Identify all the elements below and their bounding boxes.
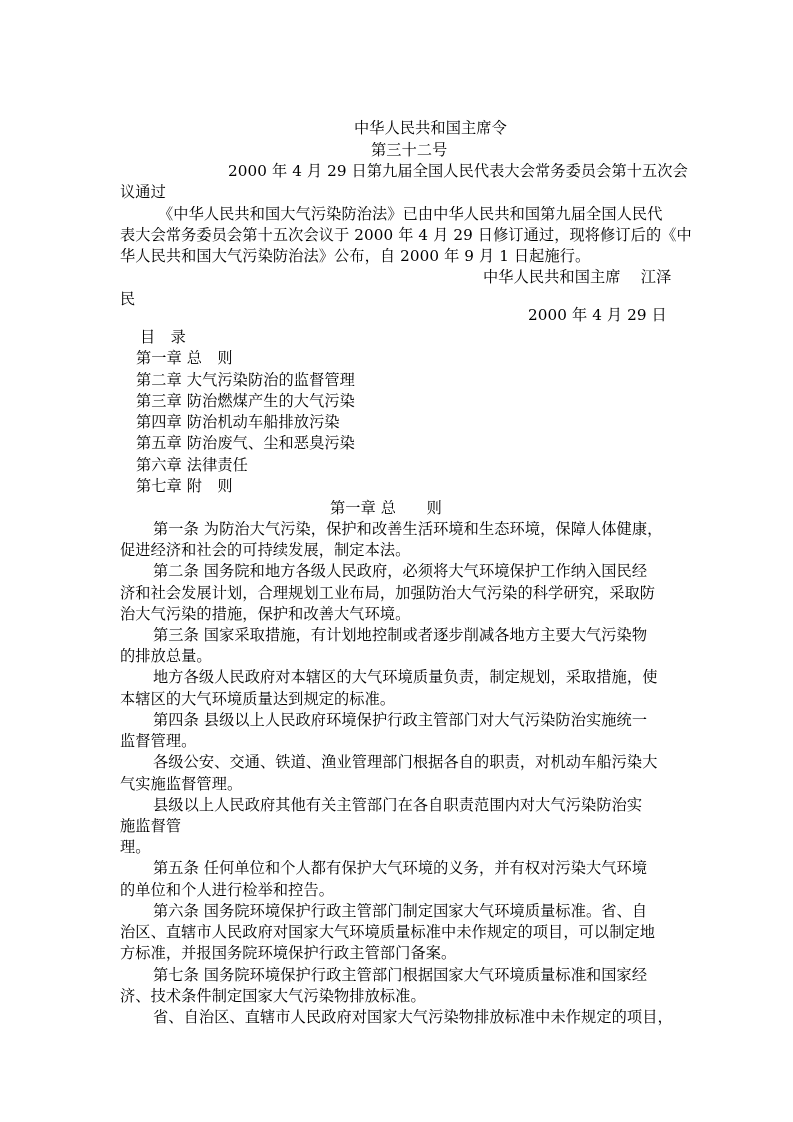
- article-line: 本辖区的大气环境质量达到规定的标准。: [120, 690, 396, 708]
- article-line: 地方各级人民政府对本辖区的大气环境质量负责，制定规划，采取措施，使: [153, 668, 658, 686]
- toc-item: 第二章 大气污染防治的监督管理: [136, 371, 355, 389]
- article-line: 省、自治区、直辖市人民政府对国家大气污染物排放标准中未作规定的项目，: [153, 1008, 673, 1026]
- toc-title: 目 录: [140, 328, 186, 346]
- article-line: 治大气污染的措施，保护和改善大气环境。: [120, 605, 411, 623]
- article-line: 的单位和个人进行检举和控告。: [120, 881, 335, 899]
- article-line: 第二条 国务院和地方各级人民政府，必须将大气环境保护工作纳入国民经: [153, 562, 648, 580]
- article-line: 第五条 任何单位和个人都有保护大气环境的义务，并有权对污染大气环境: [153, 859, 648, 877]
- promulgation-date: 2000 年 4 月 29 日: [528, 306, 667, 324]
- signature-line: 中华人民共和国主席 江泽: [483, 268, 672, 286]
- article-line: 各级公安、交通、铁道、渔业管理部门根据各自的职责，对机动车船污染大: [153, 753, 658, 771]
- article-line: 监督管理。: [120, 732, 197, 750]
- promulgation-line: 华人民共和国大气污染防治法》公布，自 2000 年 9 月 1 日起施行。: [120, 247, 591, 265]
- article-line: 的排放总量。: [120, 647, 212, 665]
- toc-item: 第四章 防治机动车船排放污染: [136, 413, 340, 431]
- article-line: 第一条 为防治大气污染，保护和改善生活环境和生态环境，保障人体健康，: [153, 520, 663, 538]
- promulgation-line: 《中华人民共和国大气污染防治法》已由中华人民共和国第九届全国人民代: [158, 205, 663, 223]
- toc-item: 第六章 法律责任: [136, 456, 248, 474]
- toc-item: 第五章 防治废气、尘和恶臭污染: [136, 434, 355, 452]
- article-line: 理。: [120, 838, 151, 856]
- adoption-line: 议通过: [120, 183, 166, 201]
- toc-item: 第七章 附 则: [136, 477, 233, 495]
- promulgation-line: 表大会常务委员会第十五次会议于 2000 年 4 月 29 日修订通过，现将修订后的《中: [120, 226, 692, 244]
- article-line: 第四条 县级以上人民政府环境保护行政主管部门对大气污染防治实施统一: [153, 711, 648, 729]
- article-line: 气实施监督管理。: [120, 775, 243, 793]
- article-line: 济、技术条件制定国家大气污染物排放标准。: [120, 987, 426, 1005]
- article-line: 施监督管: [120, 817, 182, 835]
- signature-line: 民: [120, 290, 136, 308]
- article-line: 方标准，并报国务院环境保护行政主管部门备案。: [120, 944, 457, 962]
- toc-item: 第三章 防治燃煤产生的大气污染: [136, 392, 355, 410]
- article-line: 县级以上人民政府其他有关主管部门在各自职责范围内对大气污染防治实: [153, 796, 643, 814]
- article-line: 促进经济和社会的可持续发展，制定本法。: [120, 541, 411, 559]
- toc-item: 第一章 总 则: [136, 349, 233, 367]
- article-line: 治区、直辖市人民政府对国家大气环境质量标准中未作规定的项目，可以制定地: [120, 923, 656, 941]
- article-line: 济和社会发展计划，合理规划工业布局，加强防治大气污染的科学研究，采取防: [120, 584, 656, 602]
- chapter-title: 第一章 总 则: [330, 499, 442, 517]
- adoption-line: 2000 年 4 月 29 日第九届全国人民代表大会常务委员会第十五次会: [228, 162, 688, 180]
- order-number: 第三十二号: [371, 141, 448, 159]
- order-title: 中华人民共和国主席令: [354, 119, 507, 137]
- article-line: 第七条 国务院环境保护行政主管部门根据国家大气环境质量标准和国家经: [153, 966, 648, 984]
- article-line: 第三条 国家采取措施，有计划地控制或者逐步削减各地方主要大气污染物: [153, 626, 648, 644]
- article-line: 第六条 国务院环境保护行政主管部门制定国家大气环境质量标准。省、自: [153, 902, 648, 920]
